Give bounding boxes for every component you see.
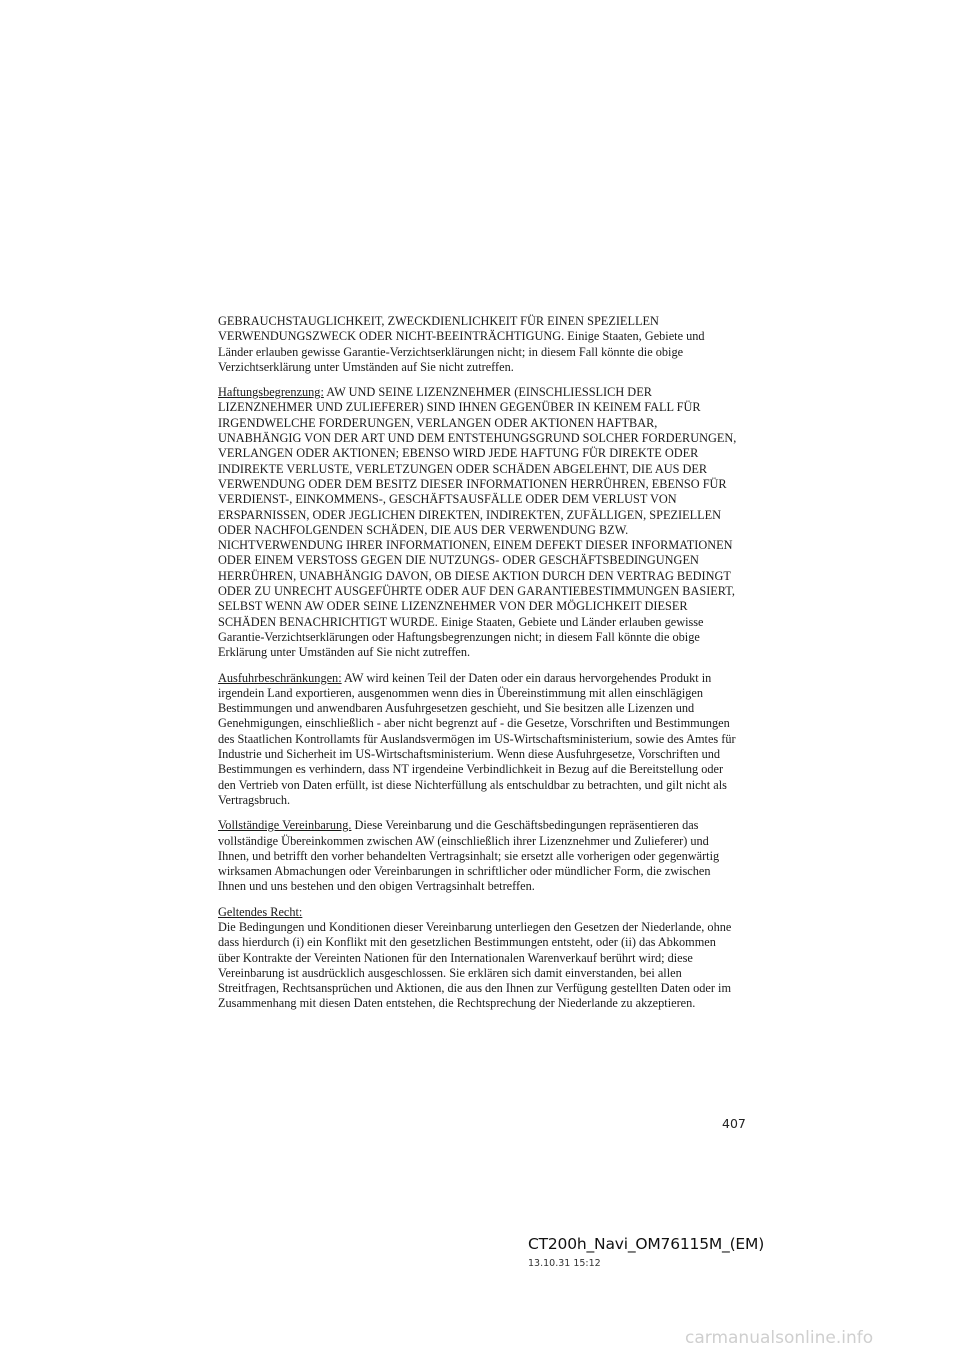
paragraph-entire-agreement — [218, 818, 740, 894]
paragraph-text: GEBRAUCHSTAUGLICHKEIT, ZWECKDIENLICHKEIT FÜR EINEN SPEZIELLEN VERWENDUNGSZWECK ODER NICHT-BEEINTRÄCHTIGUNG. Einige Staaten, Gebiete und Länder erlauben gewisse Garantie-Verzichtserklärungen nicht; in diesem Fall könnte die obige Verzichtserklärung unter Umständen auf Sie nicht zutreffen. — [218, 314, 705, 374]
document-body — [218, 314, 740, 1022]
paragraph-text: Die Bedingungen und Konditionen dieser Vereinbarung unterliegen den Gesetzen der Niederlande, ohne dass hierdurch (i) ein Konflikt mit den gesetzlichen Bestimmungen entsteht, oder (ii) das Abkommen über Kontrakte der Vereinten Nationen für den Internationalen Warenverkauf berührt wird; diese Vereinbarung ist ausdrücklich ausgeschlossen. Sie erklären sich damit einverstanden, bei allen Streitfragen, Rechtsansprüchen und Aktionen, die aus den Ihnen zur Verfügung gestellten Daten oder im Zusammenhang mit diesen Daten entstehen, die Rechtsprechung der Niederlande zu akzeptieren. — [218, 919, 732, 1011]
paragraph-liability-limitation — [218, 385, 740, 660]
watermark: carmanualsonline.info — [685, 1328, 874, 1348]
paragraph-text: Diese Vereinbarung und die Geschäftsbedingungen repräsentieren das vollständige Übereinkommen zwischen AW (einschließlich ihrer Lizenznehmer und Zulieferer) und Ihnen, und betrifft den vorher behandelten Vertragsinhalt; sie ersetzt alle vorherigen oder gegenwärtig wirksamen Abmachungen oder Vereinbarungen in schriftlicher oder mündlicher Form, die zwischen Ihnen und uns bestehen und den obigen Vertragsinhalt betreffen. — [218, 818, 720, 894]
section-heading-law: Geltendes Recht: — [218, 904, 303, 919]
page-number: 407 — [722, 1116, 746, 1131]
section-heading-liability: Haftungsbegrenzung: — [218, 385, 324, 400]
print-timestamp: 13.10.31 15:12 — [528, 1258, 601, 1269]
paragraph-warranty-disclaimer — [218, 314, 740, 375]
document-code: CT200h_Navi_OM76115M_(EM) — [528, 1235, 765, 1253]
paragraph-governing-law — [218, 905, 740, 1012]
paragraph-export-restrictions — [218, 671, 740, 809]
section-heading-export: Ausfuhrbeschränkungen: — [218, 670, 342, 685]
section-heading-agreement: Vollständige Vereinbarung. — [218, 818, 352, 833]
paragraph-text: AW wird keinen Teil der Daten oder ein daraus hervorgehendes Produkt in irgendein Land exportieren, ausgenommen wenn dies in Übereinstimmung mit allen einschlägigen Bestimmungen und anwendbaren Ausfuhrgesetzen geschieht, und Sie besitzen alle Lizenzen und Genehmigungen, einschließlich - aber nicht begrenzt auf - die Gesetze, Vorschriften und Bestimmungen des Staatlichen Kontrollamts für Auslandsvermögen im US-Wirtschaftsministerium, sowie des Amtes für Industrie und Sicherheit im US-Wirtschaftsministerium. Wenn diese Ausfuhrgesetze, Vorschriften und Bestimmungen es verhindern, dass NT irgendeine Verbindlichkeit in Bezug auf die Bereitstellung oder den Vertrieb von Daten erfüllt, ist diese Nichterfüllung als entschuldbar zu betrachten, und gilt nicht als Vertragsbruch. — [218, 670, 736, 807]
paragraph-text: AW UND SEINE LIZENZNEHMER (EINSCHLIESSLICH DER LIZENZNEHMER UND ZULIEFERER) SIND IHNEN GEGENÜBER IN KEINEM FALL FÜR IRGENDWELCHE FORDERUNGEN, VERLANGEN ODER AKTIONEN HAFTBAR, UNABHÄNGIG VON DER ART UND DEM ENTSTEHUNGSGRUND SOLCHER FORDERUNGEN, VERLANGEN ODER AKTIONEN; EBENSO WIRD JEDE HAFTUNG FÜR DIREKTE ODER INDIREKTE VERLUSTE, VERLETZUNGEN ODER SCHÄDEN ABGELEHNT, DIE AUS DER VERWENDUNG ODER DEM BESITZ DIESER INFORMATIONEN HERRÜHREN, EBENSO FÜR VERDIENST-, EINKOMMENS-, GESCHÄFTSAUSFÄLLE ODER DEM VERLUST VON ERSPARNISSEN, ODER JEGLICHEN DIREKTEN, INDIREKTEN, ZUFÄLLIGEN, SPEZIELLEN ODER NACHFOLGENDEN SCHÄDEN, DIE AUS DER VERWENDUNG BZW. NICHTVERWENDUNG IHRER INFORMATIONEN, EINEM DEFEKT DIESER INFORMATIONEN ODER EINEM VERSTOSS GEGEN DIE NUTZUNGS- ODER GESCHÄFTSBEDINGUNGEN HERRÜHREN, UNABHÄNGIG DAVON, OB DIESE AKTION DURCH DEN VERTRAG BEDINGT ODER ZU UNRECHT AUSGEFÜHRTE ODER AUF DEN GARANTIEBESTIMMUNGEN BASIERT, SELBST WENN AW ODER SEINE LIZENZNEHMER VON DER MÖGLICHKEIT DIESER SCHÄDEN BENACHRICHTIGT WURDE. Einige Staaten, Gebiete und Länder erlauben gewisse Garantie-Verzichtserklärungen oder Haftungsbegrenzungen nicht; in diesem Fall könnte die obige Erklärung unter Umständen auf Sie nicht zutreffen. — [218, 385, 737, 660]
